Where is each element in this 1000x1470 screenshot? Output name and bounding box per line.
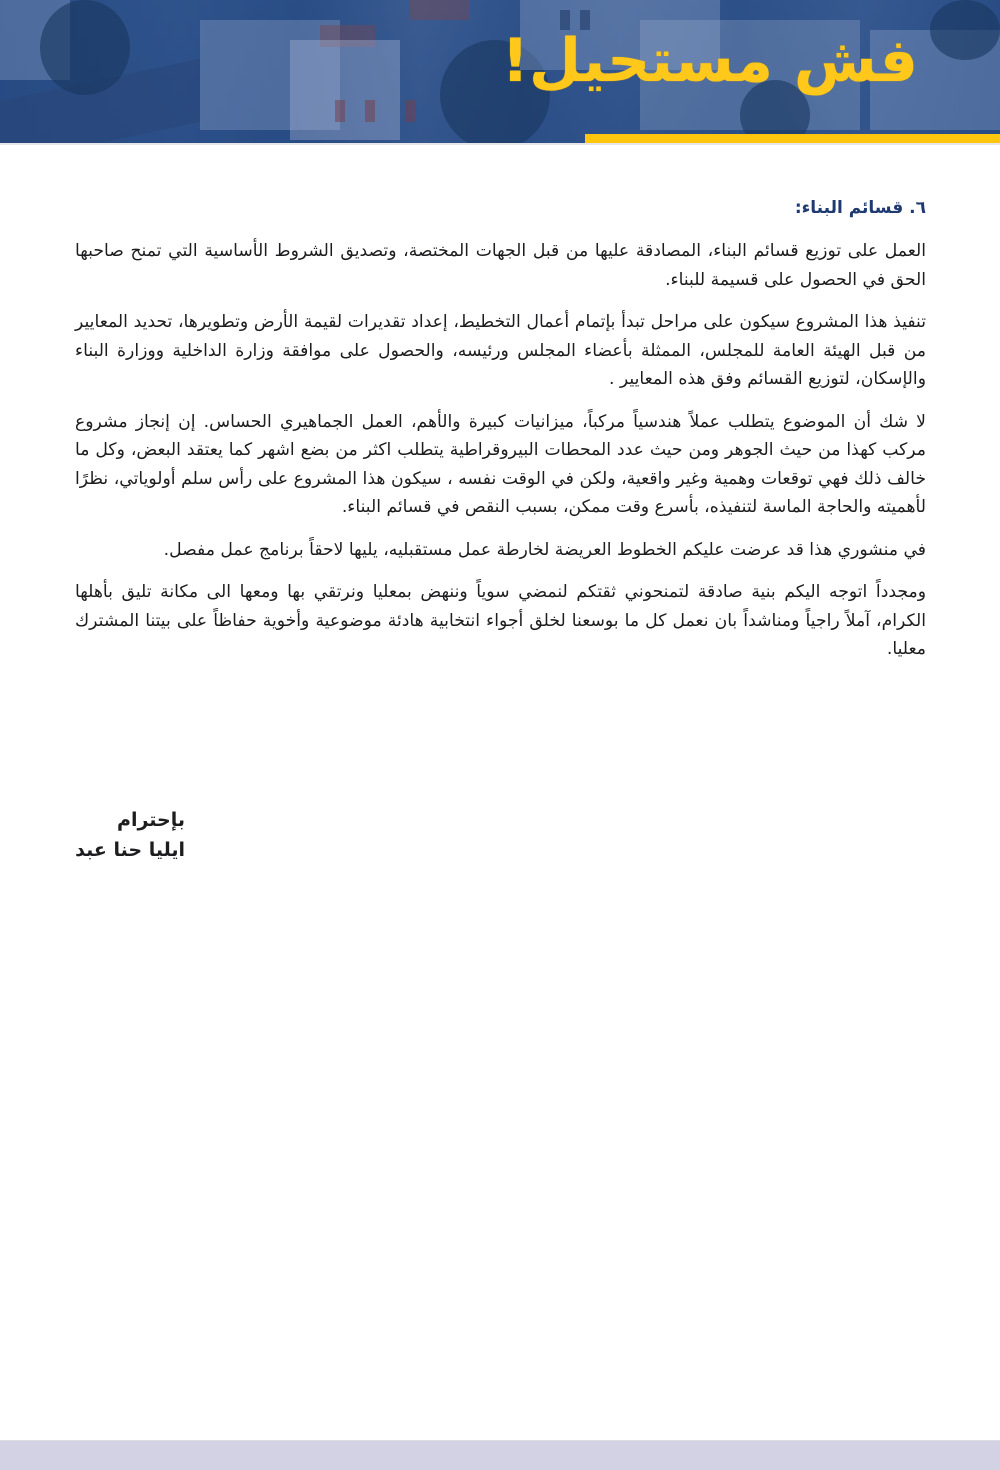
signature-name: ايليا حنا عبد [75, 839, 185, 861]
section-heading: ٦. قسائم البناء: [794, 198, 926, 218]
signature-block [75, 805, 185, 865]
paragraph-2: تنفيذ هذا المشروع سيكون على مراحل تبدأ بإتمام أعمال التخطيط، إعداد تقديرات لقيمة الأرض وتطويرها، تحديد المعايير من قبل الهيئة العامة للمجلس، الممثلة بأعضاء المجلس ورئيسه، والحصول على موافقة وزارة الداخلية ووزارة البناء والإسكان، لتوزيع القسائم وفق هذه المعايير . [75, 312, 926, 389]
header-divider [0, 143, 1000, 145]
paragraph-3: لا شك أن الموضوع يتطلب عملاً هندسياً مركباً، ميزانيات كبيرة والأهم، العمل الجماهيري الحساس. إن إنجاز مشروع مركب كهذا من حيث الجوهر ومن حيث عدد المحطات البيروقراطية يتطلب اكثر من بضع اشهر كما يعتقد البعض، وكل ما خالف ذلك فهي توقعات وهمية وغير واقعية، ولكن في الوقت نفسه ، سيكون هذا المشروع على رأس سلم أولوياتي، نظرًا لأهميته والحاجة الماسة لتنفيذه، بأسرع وقت ممكن، بسبب النقص في قسائم البناء. [75, 411, 926, 517]
background-window [335, 100, 345, 122]
background-window [365, 100, 375, 122]
background-roof [410, 0, 470, 20]
header-banner [0, 0, 1000, 143]
accent-bar [585, 134, 1000, 143]
paragraph-5: ومجدداً اتوجه اليكم بنية صادقة لتمنحوني ثقتكم لنمضي سوياً وننهض بمعليا ونرتقي بها ومعها الى مكانة تليق بأهلها الكرام، آملاً راجياً ومناشداً بان نعمل كل ما بوسعنا لخلق أجواء انتخابية هادئة موضوعية وأخوية حفاظاً على بيتنا المشترك معليا. [75, 582, 926, 659]
document-body [75, 196, 926, 678]
paragraph-1: العمل على توزيع قسائم البناء، المصادقة عليها من قبل الجهات المختصة، وتصديق الشروط الأساسية التي تمنح صاحبها الحق في الحصول على قسيمة للبناء. [75, 241, 926, 290]
campaign-slogan: فش مستحيل! [501, 26, 918, 96]
background-building [290, 40, 400, 140]
footer-band [0, 1440, 1000, 1470]
background-window [405, 100, 415, 122]
background-tree [40, 0, 130, 95]
paragraph-4: في منشوري هذا قد عرضت عليكم الخطوط العريضة لخارطة عمل مستقبليه، يليها لاحقاً برنامج عمل مفصل. [163, 539, 926, 560]
background-tree [930, 0, 1000, 60]
signature-closing: بإحترام [117, 809, 185, 831]
